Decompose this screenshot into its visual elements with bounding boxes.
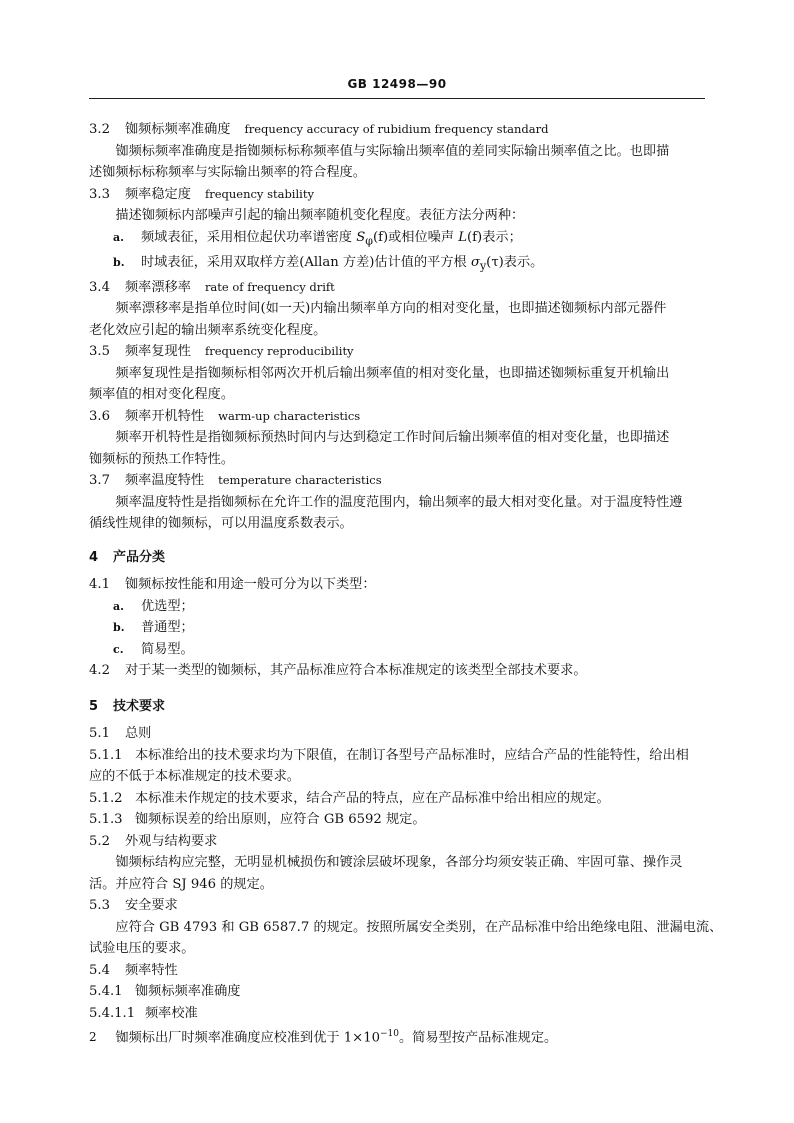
document-body — [89, 119, 723, 1049]
list-item — [89, 639, 705, 661]
clause-5-4 — [89, 960, 705, 982]
clause-number: 5.3 — [89, 898, 110, 914]
clause-text: 本标准给出的技术要求均为下限值，在制订各型号产品标准时，应结合产品的性能特性，给出相 — [135, 747, 689, 763]
list-text: 普通型； — [141, 620, 194, 636]
paragraph-text: 。简易型按产品标准规定。 — [399, 1030, 558, 1046]
section-title: 铷频标频率准确度 — [125, 122, 231, 137]
section-title: 频率稳定度 — [125, 186, 191, 202]
section-title-en: temperature characteristics — [218, 473, 382, 488]
exponent: −10 — [380, 1029, 399, 1040]
list-label: b. — [113, 255, 125, 269]
paragraph — [89, 1024, 705, 1049]
list-label: a. — [113, 599, 124, 613]
section-title-en: frequency accuracy of rubidium frequency standard — [244, 122, 549, 136]
section-3-6-heading — [89, 406, 705, 428]
paragraph-cont: 应的不低于本标准规定的技术要求。 — [89, 769, 300, 785]
clause-number: 4.1 — [89, 577, 110, 593]
paragraph-cont: 述铷频标标称频率与实际输出频率的符合程度。 — [89, 165, 366, 180]
chapter-title: 产品分类 — [113, 549, 166, 565]
section-number: 3.5 — [89, 344, 110, 360]
clause-number: 5.2 — [89, 833, 110, 849]
chapter-title: 技术要求 — [113, 698, 166, 714]
clause-number: 5.1.1 — [89, 747, 123, 763]
clause-text: 频率特性 — [125, 962, 178, 978]
list-item-b — [89, 252, 705, 277]
list-text: (f)表示； — [467, 229, 522, 245]
clause-5-1-1 — [89, 745, 705, 767]
paragraph-cont: 活。并应符合 SJ 946 的规定。 — [89, 876, 273, 892]
clause-text: 本标准未作规定的技术要求，结合产品的特点，应在产品标准中给出相应的规定。 — [135, 790, 610, 806]
clause-text: 铷频标按性能和用途一般可分为以下类型： — [125, 577, 376, 593]
section-number: 3.4 — [89, 279, 110, 295]
chapter-5-heading — [89, 696, 705, 718]
header-rule — [89, 98, 705, 99]
section-title-en: warm-up characteristics — [218, 408, 361, 423]
paragraph: 频率复现性是指铷频标相邻两次开机后输出频率值的相对变化量，也即描述铷频标重复开机输出 — [115, 365, 670, 381]
list-text: 频域表征，采用相位起伏功率谱密度 — [141, 229, 357, 245]
clause-number: 5.1 — [89, 726, 110, 742]
paragraph-cont: 试验电压的要求。 — [89, 941, 195, 957]
clause-5-1-3 — [89, 809, 705, 831]
list-label: a. — [113, 230, 124, 244]
clause-text: 安全要求 — [125, 898, 178, 914]
clause-text: 铷频标误差的给出原则，应符合 GB 6592 规定。 — [135, 812, 426, 828]
list-item — [89, 596, 705, 618]
paragraph: 频率温度特性是指铷频标在允许工作的温度范围内，输出频率的最大相对变化量。对于温度特性遵 — [115, 494, 683, 510]
section-3-7-heading — [89, 470, 705, 492]
page-number: 2 — [89, 1030, 97, 1044]
clause-4-1 — [89, 574, 705, 596]
paragraph: 描述铷频标内部噪声引起的输出频率随机变化程度。表征方法分两种： — [115, 208, 525, 223]
document-header: GB 12498—90 — [347, 77, 447, 91]
paragraph-cont: 频率值的相对变化程度。 — [89, 387, 235, 403]
paragraph-cont: 铷频标的预热工作特性。 — [89, 451, 235, 467]
clause-number: 5.4.1 — [89, 984, 123, 1000]
section-title-en: rate of frequency drift — [204, 279, 335, 294]
clause-text: 总则 — [125, 726, 152, 742]
clause-4-2 — [89, 660, 705, 682]
symbol-l: L — [458, 229, 468, 245]
section-title: 频率开机特性 — [125, 408, 205, 424]
symbol-sub: y — [479, 259, 487, 273]
symbol-sub: φ — [365, 234, 373, 248]
list-item — [89, 617, 705, 639]
clause-5-4-1-1 — [89, 1003, 705, 1025]
clause-5-2 — [89, 831, 705, 853]
list-text: (τ)表示。 — [486, 254, 544, 270]
paragraph-cont: 循线性规律的铷频标，可以用温度系数表示。 — [89, 516, 353, 532]
clause-number: 5.1.3 — [89, 812, 123, 828]
section-title: 频率复现性 — [125, 344, 191, 360]
paragraph-cont: 老化效应引起的输出频率系统变化程度。 — [89, 322, 327, 338]
chapter-number: 5 — [89, 698, 99, 714]
symbol-s: S — [356, 229, 366, 245]
section-number: 3.2 — [89, 122, 110, 137]
section-title-en: frequency stability — [204, 186, 314, 201]
list-text: 简易型。 — [141, 641, 194, 657]
clause-text: 外观与结构要求 — [125, 833, 218, 849]
clause-number: 5.1.2 — [89, 790, 123, 806]
paragraph: 应符合 GB 4793 和 GB 6587.7 的规定。按照所属安全类别，在产品标准中给出绝缘电阻、泄漏电流、 — [115, 919, 723, 935]
section-3-3-heading — [89, 184, 705, 206]
paragraph: 铷频标频率准确度是指铷频标标称频率值与实际输出频率值的差同实际输出频率值之比。也即描 — [115, 143, 670, 159]
section-number: 3.3 — [89, 186, 110, 202]
list-text: 优选型； — [141, 598, 194, 614]
list-text: 时域表征，采用双取样方差(Allan 方差)估计值的平方根 — [141, 254, 471, 270]
section-title: 频率漂移率 — [125, 279, 191, 295]
clause-number: 4.2 — [89, 663, 110, 679]
paragraph: 频率漂移率是指单位时间(如一天)内输出频率单方向的相对变化量，也即描述铷频标内部元器件 — [115, 301, 667, 317]
list-label: b. — [113, 621, 125, 635]
clause-5-1 — [89, 723, 705, 745]
section-3-5-heading — [89, 341, 705, 363]
chapter-4-heading — [89, 547, 705, 569]
paragraph: 铷频标结构应完整，无明显机械损伤和镀涂层破坏现象，各部分均须安装正确、牢固可靠、操作灵 — [115, 855, 683, 871]
clause-text: 对于某一类型的铷频标，其产品标准应符合本标准规定的该类型全部技术要求。 — [125, 663, 587, 679]
section-number: 3.7 — [89, 473, 110, 489]
paragraph-text: 铷频标出厂时频率准确度应校准到优于 1×10 — [115, 1030, 380, 1046]
section-3-4-heading — [89, 277, 705, 299]
clause-text: 频率校准 — [145, 1005, 198, 1021]
list-text: (f)或相位噪声 — [372, 229, 459, 245]
clause-5-1-2 — [89, 788, 705, 810]
symbol-sigma: σ — [470, 254, 480, 270]
paragraph: 频率开机特性是指铷频标预热时间内与达到稳定工作时间后输出频率值的相对变化量，也即描述 — [115, 430, 670, 446]
section-3-2-heading — [89, 119, 705, 141]
clause-number: 5.4.1.1 — [89, 1005, 136, 1021]
clause-5-3 — [89, 895, 705, 917]
clause-text: 铷频标频率准确度 — [135, 984, 241, 1000]
list-label: c. — [113, 642, 124, 656]
list-item-a — [89, 227, 705, 252]
section-number: 3.6 — [89, 408, 110, 424]
section-title-en: frequency reproducibility — [204, 344, 354, 359]
chapter-number: 4 — [89, 549, 99, 565]
clause-number: 5.4 — [89, 962, 110, 978]
clause-5-4-1 — [89, 981, 705, 1003]
section-title: 频率温度特性 — [125, 473, 205, 489]
